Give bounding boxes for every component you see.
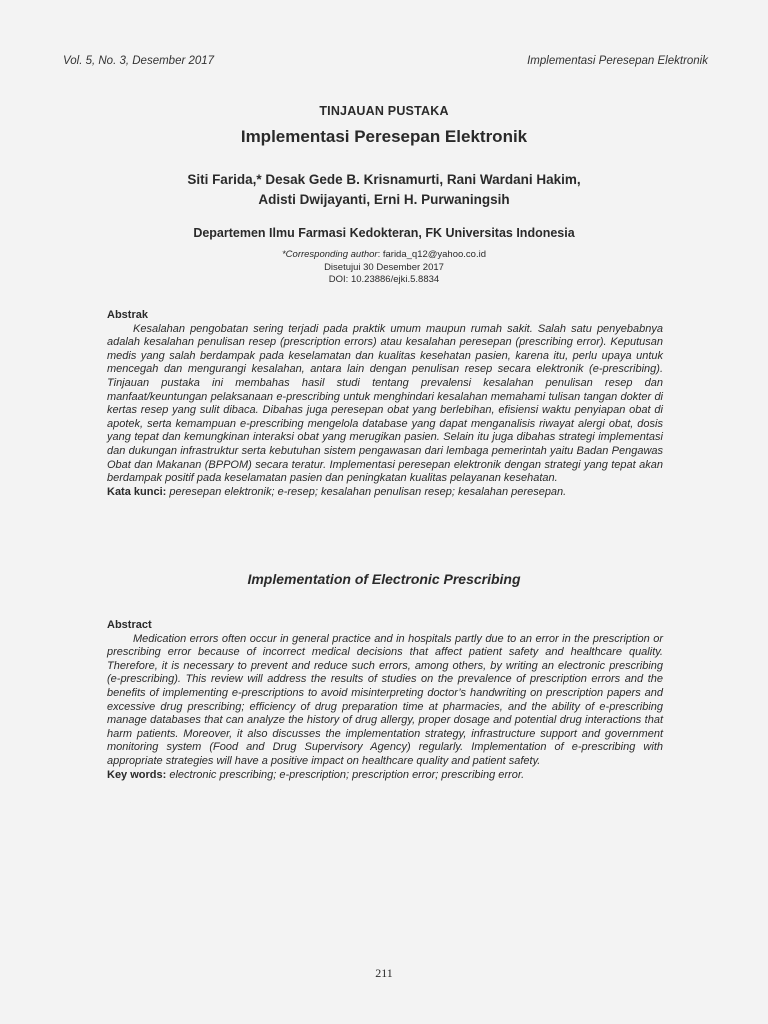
abstrak-heading: Abstrak — [107, 309, 148, 321]
running-head-title: Implementasi Peresepan Elektronik — [527, 55, 708, 67]
abstract-keywords-text: electronic prescribing; e-prescription; prescription error; prescribing error. — [166, 768, 525, 781]
article-title: Implementasi Peresepan Elektronik — [240, 127, 528, 146]
abstract-text: Medication errors often occur in general practice and in hospitals partly due to an error in the prescription or prescribing error because of incorrect medical decisions that affect patient safety and healthcare quality. Therefore, it is necessary to prevent and reduce such errors, among others, by writing an electronic prescribing (e-prescribing). This review will address the results of studies on the prevalence of prescription errors and the benefits of implementing e-prescriptions to avoid misinterpreting doctor’s handwriting on prescription papers and excessive drug prescribing; efficiency of drug preparation time at pharmacies, and the ability of e-prescribing manage databases that can analyze the history of drug allergy, proper dosage and potential drug interactions that harm patients. Moreover, it also discusses the implementation strategy, infrastructure support and government monitoring system (Food and Drug Supervisory Agency) regularly. Implementation of e-prescribing with appropriate strategies will have a positive impact on healthcare quality and patient safety. — [107, 632, 663, 767]
abstract-keywords-label: Key words: — [107, 768, 167, 781]
abstrak-keywords — [107, 486, 663, 500]
section-label: TINJAUAN PUSTAKA — [319, 104, 449, 118]
authors-line-1: Siti Farida,* Desak Gede B. Krisnamurti, Rani Wardani Hakim, — [187, 172, 581, 187]
abstract-section — [107, 619, 663, 782]
doi: DOI: 10.23886/ejki.5.8834 — [328, 274, 440, 285]
corresponding-label: *Corresponding author — [281, 249, 378, 260]
corresponding-author — [0, 249, 768, 260]
abstrak-section — [107, 309, 663, 499]
abstrak-keywords-label: Kata kunci: — [107, 485, 167, 498]
running-head-volume: Vol. 5, No. 3, Desember 2017 — [63, 55, 215, 67]
abstract-keywords — [107, 769, 663, 783]
page-number: 211 — [375, 966, 393, 980]
corresponding-email: : farida_q12@yahoo.co.id — [377, 249, 486, 260]
abstrak-text: Kesalahan pengobatan sering terjadi pada praktik umum maupun rumah sakit. Salah satu penyebabnya adalah kesalahan penulisan resep (prescription errors) atau kesalahan peresepan (prescribing error). Keputusan medis yang salah berdampak pada keselamatan dan kualitas kesehatan pasien, karena itu, perlu upaya untuk mencegah dan mengurangi kesalahan, antara lain dengan penulisan resep secara elektronik (e-prescribing). Tinjauan pustaka ini membahas hasil studi tentang prevalensi kesalahan penulisan resep dan manfaat/keuntungan pelaksanaan e-prescribing untuk menghindari kesalahan memahami tulisan tangan dokter di kertas resep yang sulit dibaca. Dibahas juga peresepan obat yang berlebihan, efisiensi waktu penyiapan obat di apotek, serta kemampuan e-prescribing mengelola database yang dapat menganalisis riwayat alergi obat, dosis yang tepat dan kemungkinan interaksi obat yang merugikan pasien. Selain itu juga dibahas strategi implementasi dan dukungan infrastruktur serta kebutuhan sistem pengawasan dari lembaga pemerintah yaitu Badan Pengawas Obat dan Makanan (BPPOM) secara teratur. Implementasi peresepan elektronik dengan strategi yang tepat akan berdampak positif pada keselamatan pasien dan peningkatan kualitas pelayanan kesehatan. — [107, 322, 663, 485]
english-title: Implementation of Electronic Prescribing — [247, 571, 521, 587]
abstrak-keywords-text: peresepan elektronik; e-resep; kesalahan penulisan resep; kesalahan peresepan. — [166, 485, 567, 498]
abstract-heading: Abstract — [107, 619, 152, 631]
affiliation: Departemen Ilmu Farmasi Kedokteran, FK Universitas Indonesia — [193, 226, 575, 240]
authors-line-2: Adisti Dwijayanti, Erni H. Purwaningsih — [258, 192, 510, 207]
approval-date: Disetujui 30 Desember 2017 — [324, 262, 444, 273]
